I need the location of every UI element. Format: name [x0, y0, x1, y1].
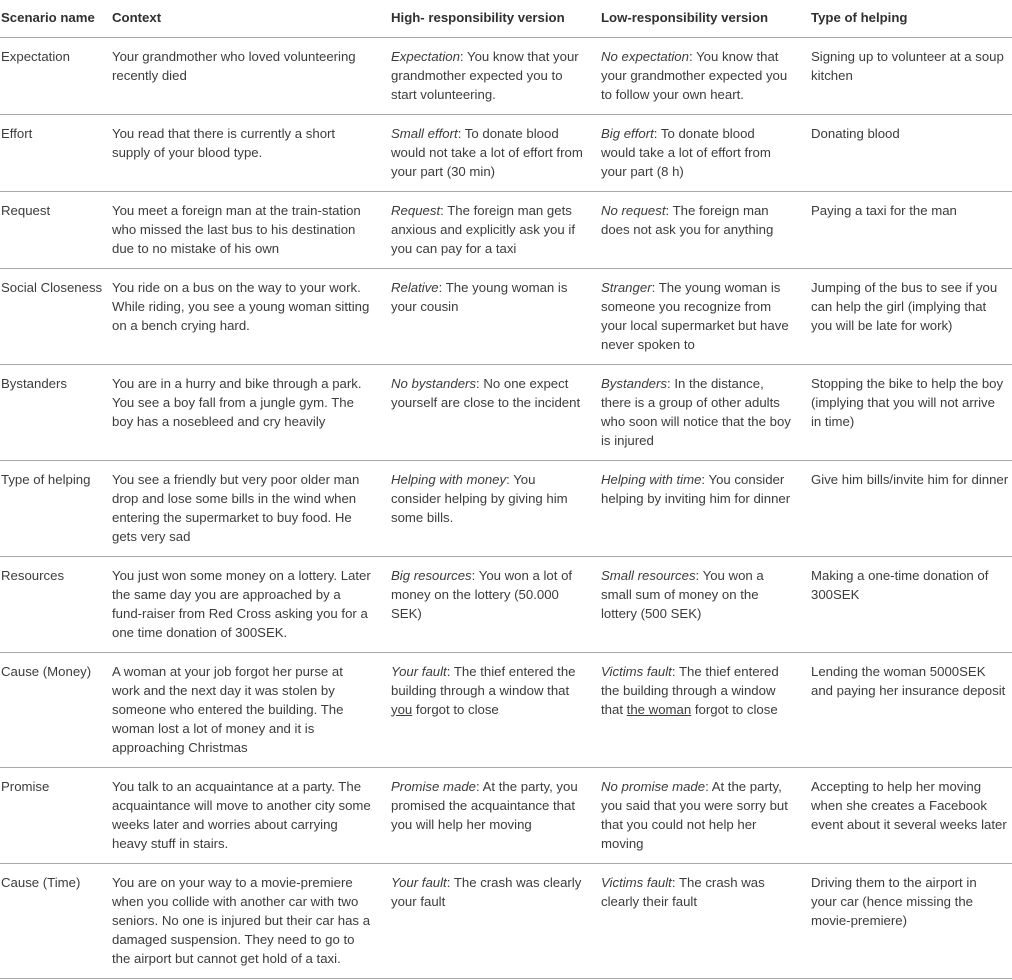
low-version-text: is injured: [601, 432, 654, 448]
low-version-line: [601, 143, 805, 162]
helping-line: in time): [811, 413, 855, 429]
context-cell: [110, 114, 389, 191]
context-line: You see a boy fall from a jungle gym. The: [112, 394, 354, 410]
helping-line: Stopping the bike to help the boy: [811, 375, 1004, 391]
high-version-line: Promise made: At the party, you: [391, 778, 578, 794]
table-row: [0, 652, 1012, 767]
helping-line: Accepting to help her moving: [811, 778, 982, 794]
low-version-text: your local supermarket but have: [601, 317, 789, 333]
low-version-line: [601, 393, 805, 412]
low-version-term: Victims fault: [601, 663, 672, 679]
low-version-text: someone you recognize from: [601, 298, 772, 314]
low-version-line: [601, 431, 805, 450]
high-version-line: [391, 815, 595, 834]
low-version-term: Bystanders: [601, 375, 667, 391]
context-line: someone who entered the building. The: [112, 701, 344, 717]
high-version-text: would not take a lot of effort from: [391, 144, 583, 160]
high-version-term: Promise made: [391, 778, 477, 794]
high-version-text: some bills.: [391, 509, 454, 525]
high-version-text: yourself are close to the incident: [391, 394, 581, 410]
header-scenario-name: Scenario name: [1, 10, 95, 25]
high-version-text: You won a lot of: [478, 567, 573, 583]
low-version-line: [601, 162, 805, 181]
helping-line: and paying her insurance deposit: [811, 682, 1006, 698]
low-version-line: Victims fault: The crash was: [601, 874, 765, 890]
context-line: heavy stuff in stairs.: [112, 835, 229, 851]
low-version-line: [601, 834, 805, 853]
context-line: on a bench crying hard.: [112, 317, 250, 333]
high-version-text: promised the acquaintance that: [391, 797, 576, 813]
high-version-text: your cousin: [391, 298, 459, 314]
context-line: You are in a hurry and bike through a park.: [112, 375, 362, 391]
helping-cell: [809, 114, 1012, 191]
low-version-line: [601, 316, 805, 335]
low-version-cell: [599, 114, 809, 191]
high-version-text: start volunteering.: [391, 86, 496, 102]
helping-cell: [809, 268, 1012, 364]
high-version-cell: [389, 460, 599, 556]
high-version-text: anxious and explicitly ask you if: [391, 221, 575, 237]
low-version-term: Victims fault: [601, 874, 672, 890]
low-version-line: [601, 66, 805, 85]
helping-line: Driving them to the airport in: [811, 874, 977, 890]
low-version-line: Helping with time: You consider: [601, 471, 785, 487]
high-version-line: Helping with money: You: [391, 471, 536, 487]
low-version-text: that you could not help her: [601, 816, 757, 832]
high-version-text: The thief entered the: [453, 663, 576, 679]
high-version-cell: [389, 364, 599, 460]
context-cell: [110, 37, 389, 114]
low-version-term: No promise made: [601, 778, 706, 794]
context-line: While riding, you see a young woman sitting: [112, 298, 370, 314]
scenario-name-cell: Resources: [1, 567, 65, 583]
helping-line: Lending the woman 5000SEK: [811, 663, 986, 679]
high-version-term: Helping with money: [391, 471, 507, 487]
low-version-term: Big effort: [601, 125, 654, 141]
context-line: supply of your blood type.: [112, 144, 263, 160]
context-line: who missed the last bus to his destination: [112, 221, 356, 237]
context-line: damaged suspension. They need to go to: [112, 931, 355, 947]
high-version-line: [391, 796, 595, 815]
context-cell: [110, 268, 389, 364]
low-version-cell: [599, 556, 809, 652]
low-version-text: small sum of money on the: [601, 586, 759, 602]
low-version-text: never spoken to: [601, 336, 695, 352]
high-version-line: Big resources: You won a lot of: [391, 567, 573, 583]
context-cell: [110, 460, 389, 556]
low-version-line: [601, 700, 805, 719]
header-row: [0, 0, 1012, 37]
table-row: [0, 191, 1012, 268]
high-version-text: you forgot to close: [391, 701, 499, 717]
context-line: woman lost a lot of money and it is: [112, 720, 315, 736]
context-line: acquaintance will move to another city some: [112, 797, 371, 813]
low-version-line: [601, 297, 805, 316]
low-version-text: you said that you were sorry but: [601, 797, 788, 813]
low-version-text: there is a group of other adults: [601, 394, 780, 410]
high-version-line: Your fault: The crash was clearly: [391, 874, 582, 890]
context-line: You just won some money on a lottery. Later: [112, 567, 371, 583]
high-version-text: grandmother expected you to: [391, 67, 563, 83]
low-version-text: your part (8 h): [601, 163, 684, 179]
context-line: You meet a foreign man at the train-station: [112, 202, 361, 218]
context-line: You talk to an acquaintance at a party. The: [112, 778, 362, 794]
low-version-text: that the woman forgot to close: [601, 701, 778, 717]
high-version-text: No one expect: [483, 375, 569, 391]
context-line: You read that there is currently a short: [112, 125, 336, 141]
low-version-term: Small resources: [601, 567, 696, 583]
low-version-text: your grandmother expected you: [601, 67, 788, 83]
low-version-cell: [599, 863, 809, 978]
helping-cell: [809, 37, 1012, 114]
context-cell: [110, 364, 389, 460]
high-version-text: The crash was clearly: [453, 874, 582, 890]
low-version-text: The thief entered: [678, 663, 779, 679]
scenario-name-cell: Promise: [1, 778, 50, 794]
helping-line: Making a one-time donation of: [811, 567, 989, 583]
context-line: due to no mistake of his own: [112, 240, 280, 256]
high-version-term: Big resources: [391, 567, 472, 583]
low-version-line: Victims fault: The thief entered: [601, 663, 779, 679]
high-version-cell: [389, 114, 599, 191]
context-line: recently died: [112, 67, 187, 83]
high-version-line: [391, 585, 595, 604]
low-version-text: The crash was: [678, 874, 765, 890]
low-version-text: The young woman is: [658, 279, 781, 295]
high-version-term: No bystanders: [391, 375, 477, 391]
low-version-line: [601, 85, 805, 104]
high-version-line: Your fault: The thief entered the: [391, 663, 576, 679]
low-version-text: In the distance,: [674, 375, 764, 391]
high-version-line: [391, 220, 595, 239]
scenario-name-cell: Request: [1, 202, 51, 218]
high-version-term: Your fault: [391, 874, 447, 890]
context-cell: [110, 556, 389, 652]
helping-cell: [809, 556, 1012, 652]
table-row: [0, 767, 1012, 863]
low-version-line: [601, 796, 805, 815]
context-line: weeks later and worries about carrying: [112, 816, 338, 832]
low-version-line: [601, 604, 805, 623]
helping-cell: [809, 652, 1012, 767]
high-version-term: Your fault: [391, 663, 447, 679]
context-line: seniors. No one is injured but their car has a: [112, 912, 371, 928]
low-version-term: Stranger: [601, 279, 652, 295]
high-version-term: Small effort: [391, 125, 458, 141]
high-version-text: You: [513, 471, 536, 487]
high-version-line: [391, 297, 595, 316]
high-version-term: Expectation: [391, 48, 460, 64]
low-version-text: You won a: [702, 567, 764, 583]
high-version-line: [391, 604, 595, 623]
context-cell: [110, 652, 389, 767]
high-version-line: [391, 66, 595, 85]
scenario-name-cell: Bystanders: [1, 375, 67, 391]
low-version-line: [601, 489, 805, 508]
high-version-text: you can pay for a taxi: [391, 240, 517, 256]
high-version-text: money on the lottery (50.000: [391, 586, 559, 602]
helping-cell: [809, 191, 1012, 268]
context-line: approaching Christmas: [112, 739, 248, 755]
table-row: [0, 556, 1012, 652]
context-line: Your grandmother who loved volunteering: [112, 48, 356, 64]
high-version-line: [391, 162, 595, 181]
high-version-term: Relative: [391, 279, 439, 295]
table-row: [0, 37, 1012, 114]
low-version-cell: [599, 767, 809, 863]
low-version-line: [601, 412, 805, 431]
high-version-text: building through a window that: [391, 682, 570, 698]
low-version-line: [601, 335, 805, 354]
header-high-responsibility: High- responsibility version: [391, 10, 565, 25]
high-version-line: [391, 239, 595, 258]
helping-line: 300SEK: [811, 586, 860, 602]
high-version-cell: [389, 652, 599, 767]
high-version-line: Expectation: You know that your: [391, 48, 579, 64]
context-line: A woman at your job forgot her purse at: [112, 663, 343, 679]
helping-line: you will be late for work): [811, 317, 953, 333]
helping-cell: [809, 767, 1012, 863]
low-version-line: [601, 585, 805, 604]
high-version-cell: [389, 863, 599, 978]
low-version-term: No expectation: [601, 48, 689, 64]
helping-line: Jumping of the bus to see if you: [811, 279, 998, 295]
low-version-text: lottery (500 SEK): [601, 605, 702, 621]
low-version-cell: [599, 364, 809, 460]
table-row: [0, 114, 1012, 191]
high-version-line: [391, 508, 595, 527]
header-type-of-helping: Type of helping: [811, 10, 908, 25]
low-version-cell: [599, 191, 809, 268]
helping-line: movie-premiere): [811, 912, 907, 928]
high-version-cell: [389, 191, 599, 268]
table-row: [0, 364, 1012, 460]
high-version-text: SEK): [391, 605, 422, 621]
helping-line: your car (hence missing the: [811, 893, 973, 909]
helping-line: (implying that you will not arrive: [811, 394, 995, 410]
low-version-line: Big effort: To donate blood: [601, 125, 755, 141]
context-line: You see a friendly but very poor older man: [112, 471, 360, 487]
low-version-line: No request: The foreign man: [601, 202, 769, 218]
scenario-name-cell: Social Closeness: [1, 279, 103, 295]
context-cell: [110, 767, 389, 863]
low-version-line: [601, 815, 805, 834]
high-version-line: [391, 393, 595, 412]
helping-line: can help the girl (implying that: [811, 298, 987, 314]
low-version-line: Small resources: You won a: [601, 567, 764, 583]
high-version-line: No bystanders: No one expect: [391, 375, 569, 391]
helping-line: event about it several weeks later: [811, 816, 1007, 832]
high-version-text: your part (30 min): [391, 163, 496, 179]
low-version-line: [601, 220, 805, 239]
high-version-line: [391, 85, 595, 104]
helping-cell: [809, 364, 1012, 460]
context-line: one time donation of 300SEK.: [112, 624, 288, 640]
context-cell: [110, 191, 389, 268]
high-version-cell: [389, 556, 599, 652]
high-version-line: [391, 681, 595, 700]
high-version-text: To donate blood: [464, 125, 559, 141]
context-cell: [110, 863, 389, 978]
low-version-line: [601, 892, 805, 911]
context-line: gets very sad: [112, 528, 191, 544]
low-version-text: To donate blood: [660, 125, 755, 141]
header-low-responsibility: Low-responsibility version: [601, 10, 769, 25]
scenario-name-cell: Type of helping: [1, 471, 91, 487]
high-version-text: At the party, you: [482, 778, 578, 794]
low-version-text: You consider: [708, 471, 785, 487]
high-version-line: Relative: The young woman is: [391, 279, 568, 295]
context-line: work and the next day it was stolen by: [112, 682, 335, 698]
low-version-text: clearly their fault: [601, 893, 698, 909]
low-version-line: Bystanders: In the distance,: [601, 375, 764, 391]
low-version-term: No request: [601, 202, 666, 218]
high-version-text: you will help her moving: [391, 816, 532, 832]
high-version-text: consider helping by giving him: [391, 490, 568, 506]
low-version-text: who soon will notice that the boy: [601, 413, 791, 429]
scenario-name-cell: Effort: [1, 125, 33, 141]
context-line: drop and lose some bills in the wind when: [112, 490, 357, 506]
helping-line: Donating blood: [811, 125, 900, 141]
scenario-name-cell: Cause (Time): [1, 874, 81, 890]
context-line: entering the supermarket to buy food. He: [112, 509, 352, 525]
helping-cell: [809, 460, 1012, 556]
low-version-text: to follow your own heart.: [601, 86, 744, 102]
low-version-line: No promise made: At the party,: [601, 778, 782, 794]
low-version-text: You know that: [696, 48, 779, 64]
high-version-line: [391, 892, 595, 911]
high-version-term: Request: [391, 202, 441, 218]
scenario-name-cell: Cause (Money): [1, 663, 92, 679]
low-version-cell: [599, 37, 809, 114]
scenario-name-cell: Expectation: [1, 48, 70, 64]
high-version-line: Small effort: To donate blood: [391, 125, 559, 141]
high-version-line: [391, 143, 595, 162]
high-version-text: The foreign man gets: [447, 202, 572, 218]
low-version-line: [601, 681, 805, 700]
low-version-term: Helping with time: [601, 471, 702, 487]
context-line: boy has a nosebleed and cry heavily: [112, 413, 326, 429]
helping-line: Paying a taxi for the man: [811, 202, 957, 218]
context-line: You ride on a bus on the way to your work.: [112, 279, 361, 295]
context-line: when you collide with another car with two: [112, 893, 359, 909]
low-version-text: helping by inviting him for dinner: [601, 490, 791, 506]
low-version-line: No expectation: You know that: [601, 48, 779, 64]
high-version-text: You know that your: [467, 48, 579, 64]
low-version-text: The foreign man: [672, 202, 769, 218]
helping-cell: [809, 863, 1012, 978]
table-row: [0, 268, 1012, 364]
low-version-cell: [599, 460, 809, 556]
helping-line: Give him bills/invite him for dinner: [811, 471, 1009, 487]
low-version-cell: [599, 268, 809, 364]
high-version-cell: [389, 37, 599, 114]
low-version-cell: [599, 652, 809, 767]
high-version-text: your fault: [391, 893, 446, 909]
low-version-text: would take a lot of effort from: [601, 144, 771, 160]
low-version-text: moving: [601, 835, 644, 851]
helping-line: when she creates a Facebook: [811, 797, 987, 813]
low-version-text: the building through a window: [601, 682, 776, 698]
helping-line: kitchen: [811, 67, 853, 83]
high-version-line: Request: The foreign man gets: [391, 202, 572, 218]
table-row: [0, 863, 1012, 978]
header-context: Context: [112, 10, 162, 25]
low-version-line: Stranger: The young woman is: [601, 279, 781, 295]
high-version-line: [391, 489, 595, 508]
high-version-line: [391, 700, 595, 719]
context-line: fund-raiser from Red Cross asking you for a: [112, 605, 368, 621]
helping-line: Signing up to volunteer at a soup: [811, 48, 1004, 64]
low-version-text: At the party,: [711, 778, 782, 794]
high-version-cell: [389, 767, 599, 863]
high-version-cell: [389, 268, 599, 364]
low-version-text: does not ask you for anything: [601, 221, 774, 237]
context-line: the same day you are approached by a: [112, 586, 341, 602]
high-version-text: The young woman is: [445, 279, 568, 295]
context-line: You are on your way to a movie-premiere: [112, 874, 353, 890]
context-line: the airport but cannot get hold of a taxi.: [112, 950, 341, 966]
table-row: [0, 460, 1012, 556]
